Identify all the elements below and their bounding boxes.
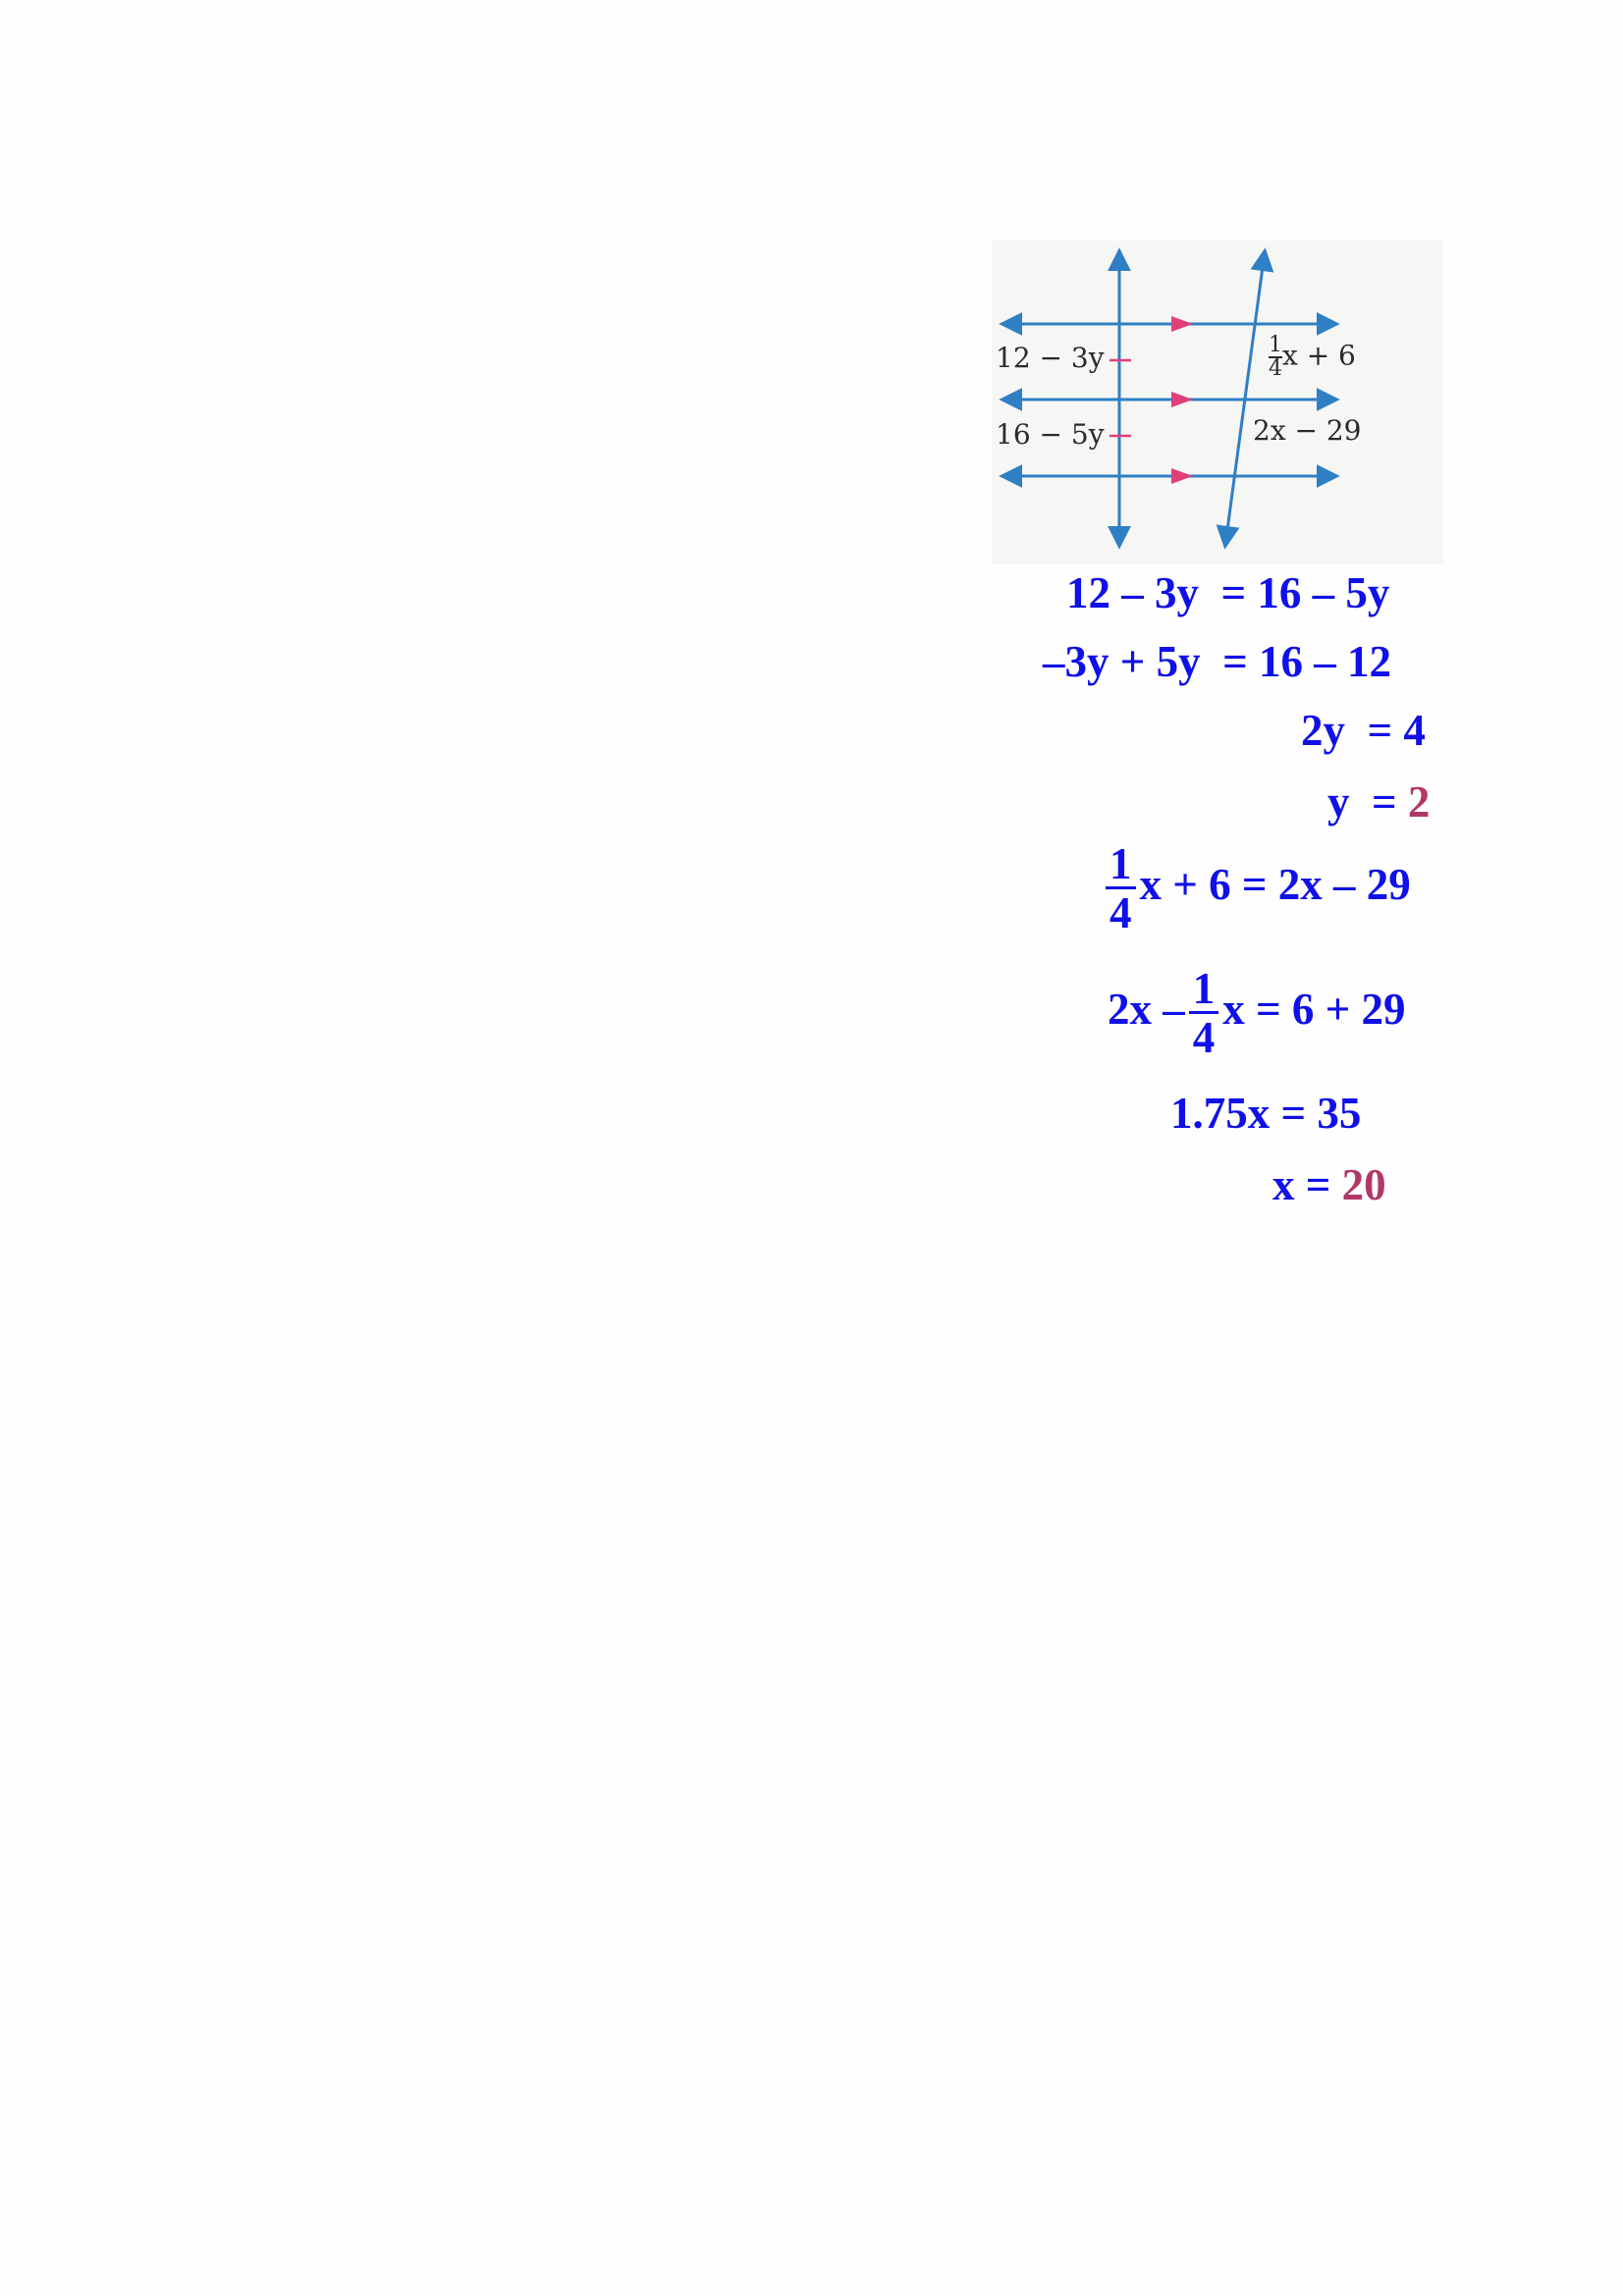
equation-y-step-1: 12 – 3y = 16 – 5y bbox=[1066, 568, 1390, 617]
equation-y-step-2: –3y + 5y = 16 – 12 bbox=[1043, 637, 1392, 686]
parallel-mark-top bbox=[1171, 316, 1193, 332]
equation-x-step-3: 1.75x = 35 bbox=[1170, 1089, 1362, 1138]
parallel-lines-diagram bbox=[992, 240, 1443, 564]
parallel-lines-figure bbox=[992, 240, 1443, 564]
equation-x-step-1: $\frac{1}{4}$ x + 6 = 2x – 29 bbox=[1102, 842, 1411, 935]
equation-y-answer: y = 2 bbox=[1327, 777, 1431, 827]
equation-x-answer: x = 20 bbox=[1272, 1160, 1386, 1209]
equation-x-step-2: 2x – $\frac{1}{4}$ x = 6 + 29 bbox=[1108, 964, 1406, 1062]
label-12-minus-3y: 12 − 3y bbox=[996, 342, 1105, 374]
label-16-minus-5y: 16 − 5y bbox=[996, 418, 1105, 451]
x-answer-value: 20 bbox=[1341, 1160, 1386, 1209]
equation-y-step-3: 2y = 4 bbox=[1301, 706, 1426, 755]
parallel-mark-bottom bbox=[1171, 468, 1193, 484]
label-quarter-x-plus-6: $\frac{1}{4}$ x + 6 bbox=[1269, 333, 1356, 381]
parallel-mark-middle bbox=[1171, 392, 1193, 407]
y-answer-value: 2 bbox=[1407, 777, 1431, 827]
label-2x-minus-29: 2x − 29 bbox=[1253, 414, 1362, 447]
